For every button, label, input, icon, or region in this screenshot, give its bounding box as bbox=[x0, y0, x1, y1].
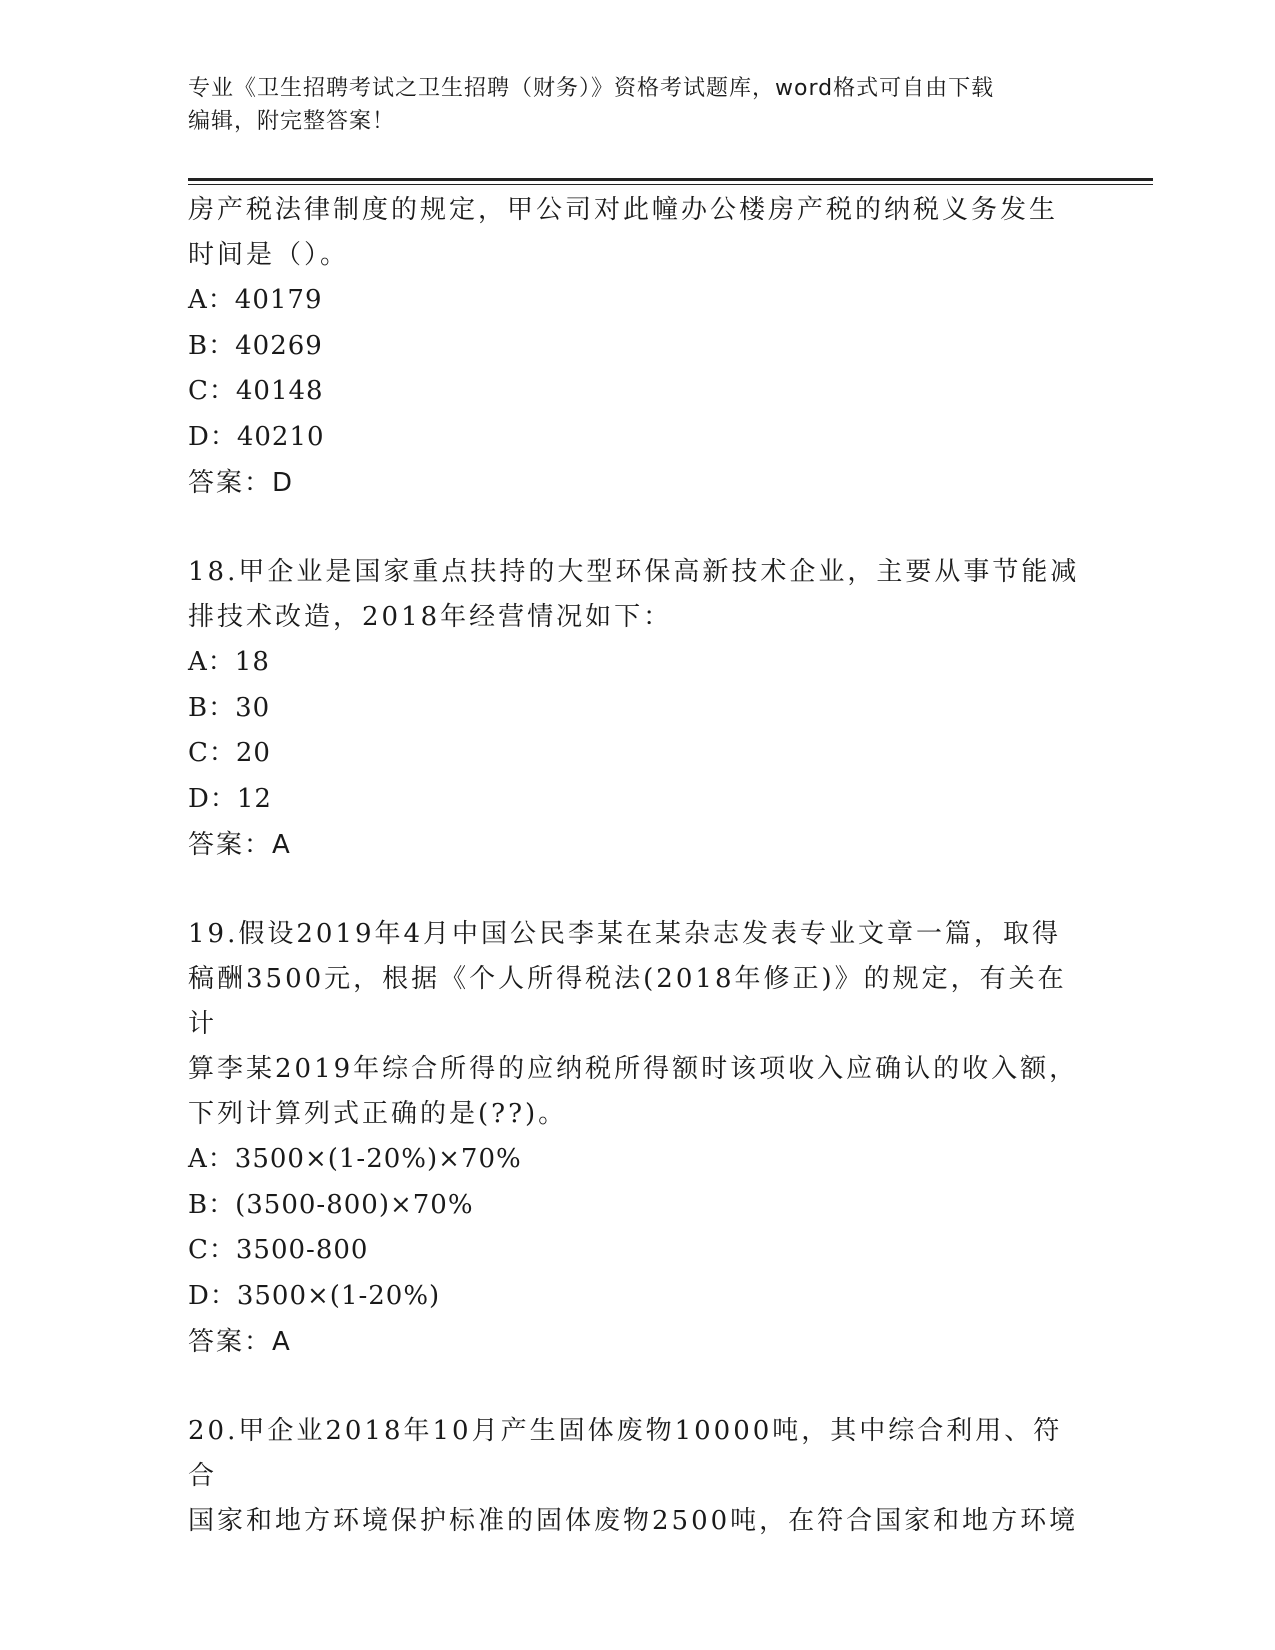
header-rule-thin bbox=[188, 184, 1153, 185]
question-17-text-line-1: 房产税法律制度的规定，甲公司对此幢办公楼房产税的纳税义务发生 bbox=[188, 195, 1059, 225]
header-rule-thick bbox=[188, 178, 1153, 181]
question-19-text-line-3: 算李某2019年综合所得的应纳税所得额时该项收入应确认的收入额， bbox=[188, 1054, 1079, 1084]
header-line-1: 专业《卫生招聘考试之卫生招聘（财务）》资格考试题库，word格式可自由下载 bbox=[188, 76, 995, 101]
question-17-answer: 答案：D bbox=[188, 468, 295, 498]
question-19-option-c: C：3500-800 bbox=[188, 1235, 369, 1265]
question-19-text-line-4: 下列计算列式正确的是(??)。 bbox=[188, 1099, 568, 1129]
question-18-option-c: C：20 bbox=[188, 738, 271, 768]
question-18-option-b: B：30 bbox=[188, 692, 271, 723]
question-20-text-line-1: 20.甲企业2018年10月产生固体废物10000吨，其中综合利用、符合 bbox=[188, 1416, 1063, 1491]
question-19-option-d: D：3500×(1-20%) bbox=[188, 1280, 441, 1311]
question-18 bbox=[188, 550, 1088, 868]
question-18-text-line-2: 排技术改造，2018年经营情况如下： bbox=[188, 602, 673, 632]
question-18-option-d: D：12 bbox=[188, 783, 272, 814]
question-19-option-a: A：3500×(1-20%)×70% bbox=[188, 1144, 522, 1174]
question-17-option-a: A：40179 bbox=[188, 285, 323, 315]
question-17-option-b: B：40269 bbox=[188, 330, 323, 361]
question-18-answer: 答案：A bbox=[188, 830, 292, 860]
question-17-text-line-2: 时间是（）。 bbox=[188, 240, 350, 270]
question-19 bbox=[188, 912, 1088, 1365]
question-20-text-line-2: 国家和地方环境保护标准的固体废物2500吨，在符合国家和地方环境 bbox=[188, 1506, 1079, 1536]
document-header bbox=[188, 72, 1088, 138]
question-17 bbox=[188, 188, 1088, 506]
question-18-text-line-1: 18.甲企业是国家重点扶持的大型环保高新技术企业，主要从事节能减 bbox=[188, 557, 1080, 587]
question-19-text-line-2: 稿酬3500元，根据《个人所得税法(2018年修正)》的规定，有关在计 bbox=[188, 964, 1067, 1039]
question-list bbox=[188, 188, 1088, 1544]
question-17-option-c: C：40148 bbox=[188, 376, 324, 406]
header-line-2: 编辑，附完整答案！ bbox=[188, 109, 396, 134]
question-17-option-d: D：40210 bbox=[188, 421, 325, 452]
question-20 bbox=[188, 1409, 1088, 1544]
question-19-option-b: B：(3500-800)×70% bbox=[188, 1189, 474, 1220]
question-18-option-a: A：18 bbox=[188, 647, 270, 677]
question-19-text-line-1: 19.假设2019年4月中国公民李某在某杂志发表专业文章一篇，取得 bbox=[188, 919, 1062, 949]
question-19-answer: 答案：A bbox=[188, 1327, 292, 1357]
